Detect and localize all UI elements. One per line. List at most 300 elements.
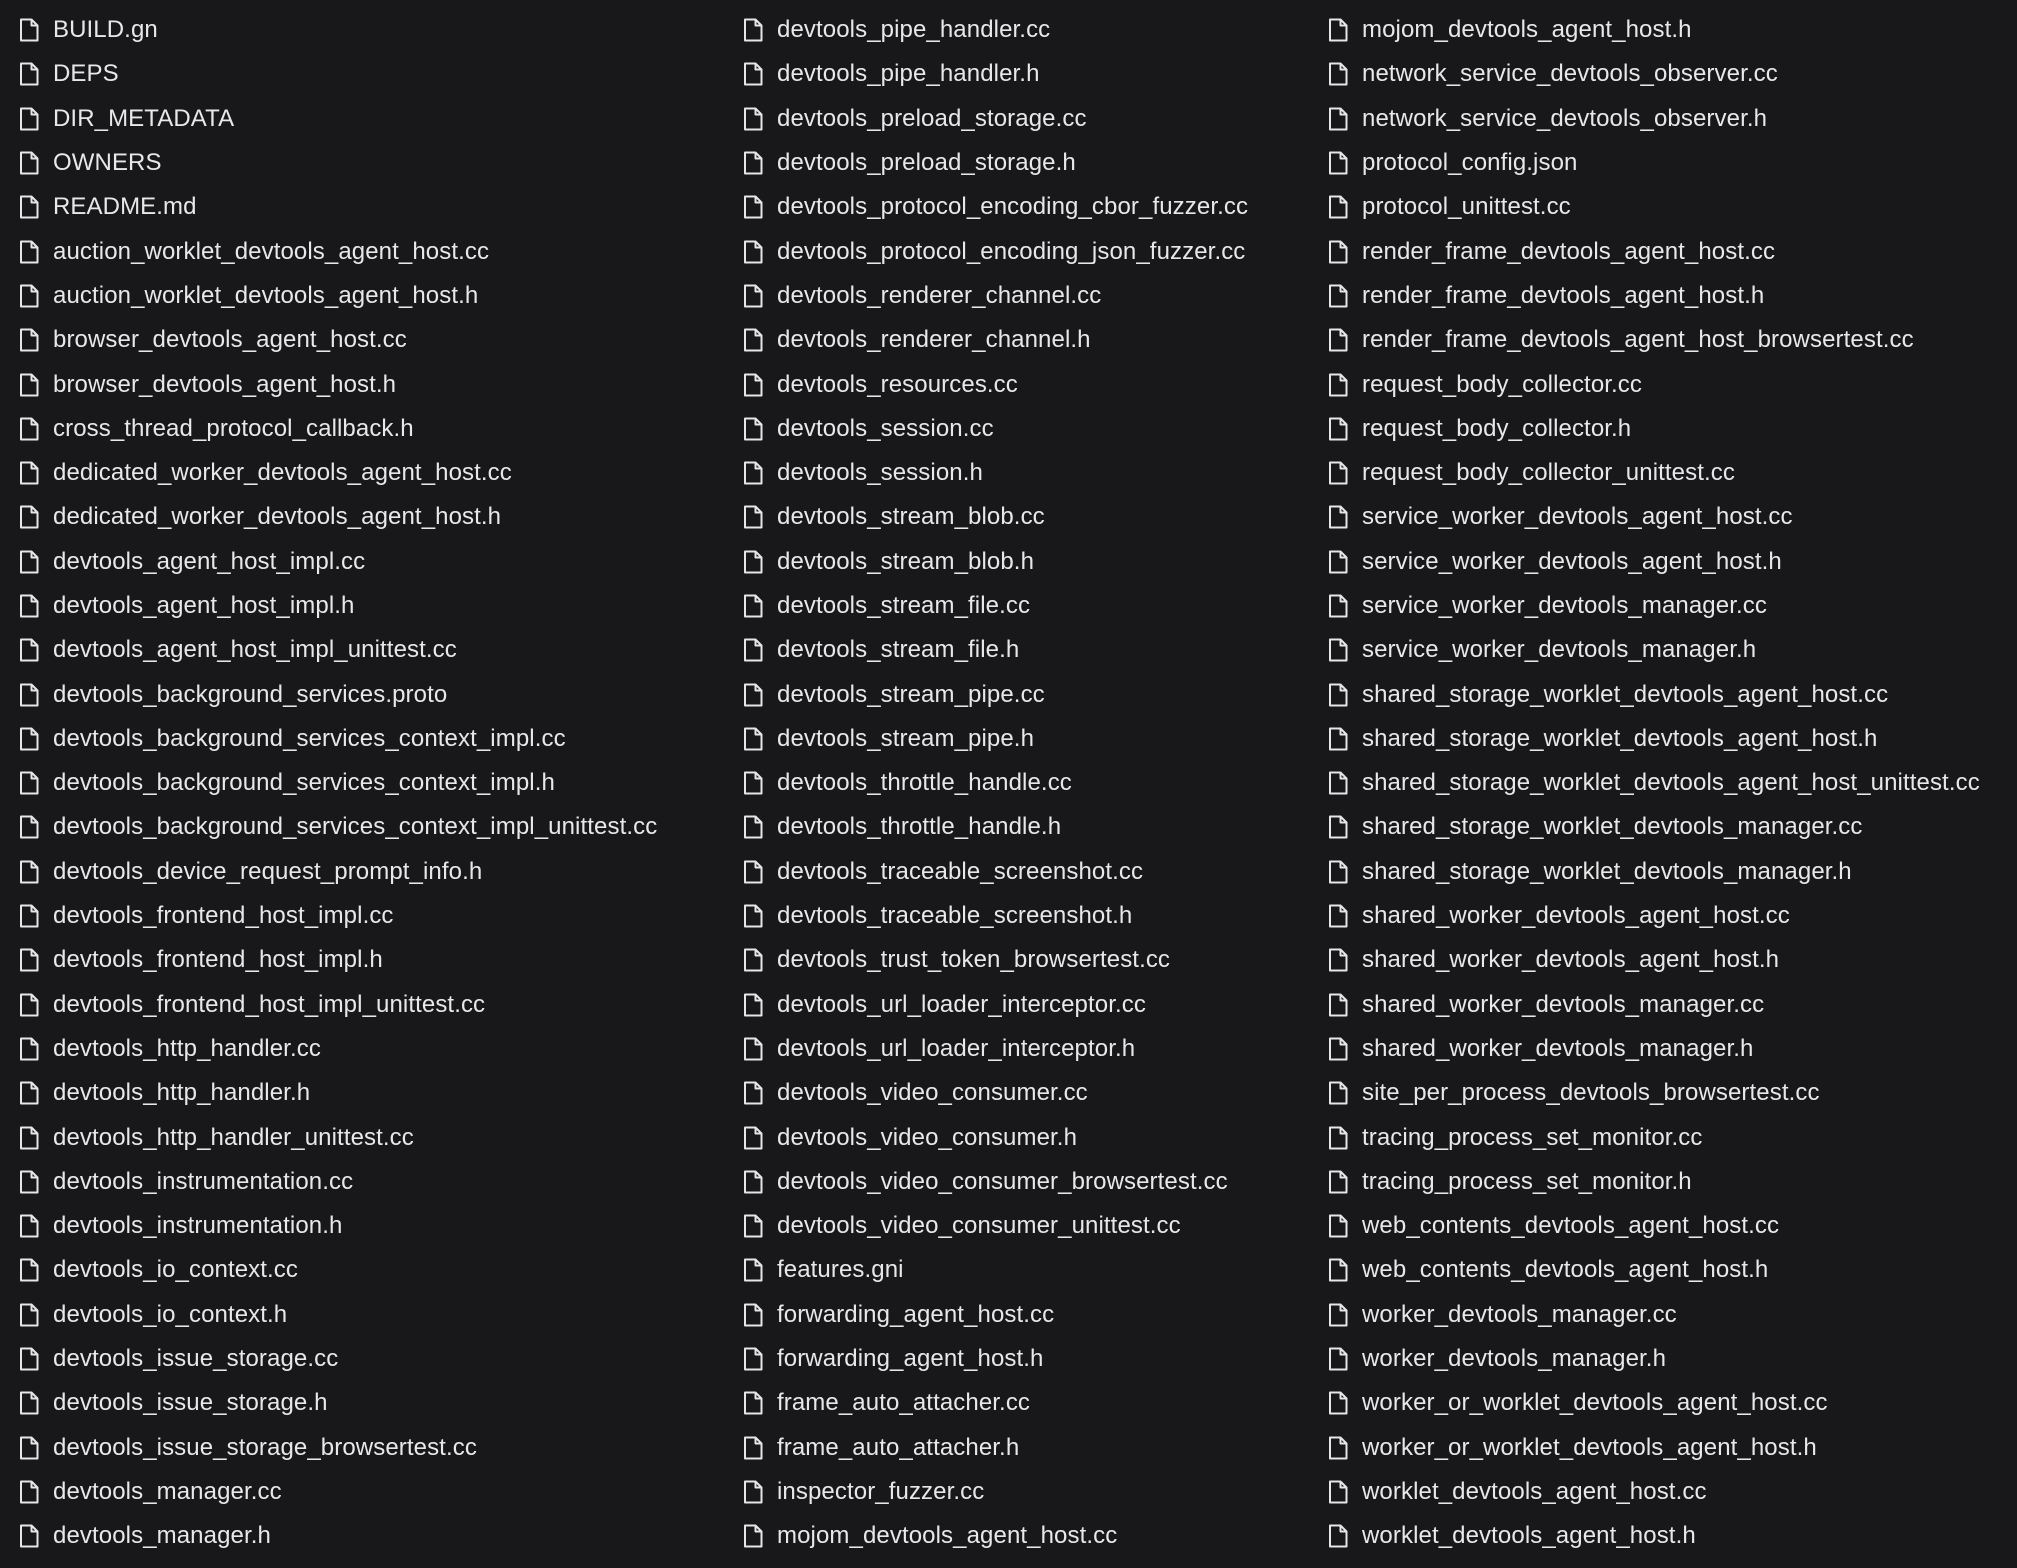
file-name-link[interactable]: devtools_http_handler.cc: [53, 1034, 321, 1062]
file-name-link[interactable]: devtools_url_loader_interceptor.h: [777, 1034, 1136, 1062]
file-icon: [742, 1169, 766, 1195]
file-item[interactable]: [1327, 1248, 1980, 1292]
file-item[interactable]: [742, 8, 1248, 52]
file-item[interactable]: [1327, 1027, 1980, 1071]
file-item[interactable]: [1327, 983, 1980, 1027]
file-name-link[interactable]: devtools_throttle_handle.cc: [777, 769, 1072, 797]
file-icon: [1327, 17, 1351, 43]
file-item[interactable]: [1327, 495, 1980, 539]
file-item[interactable]: [1327, 1381, 1980, 1425]
file-icon: [1327, 1080, 1351, 1106]
file-icon: [18, 549, 42, 575]
file-name-link[interactable]: devtools_pipe_handler.h: [777, 60, 1040, 88]
file-name-link[interactable]: inspector_fuzzer.cc: [777, 1477, 985, 1505]
file-icon: [18, 61, 42, 87]
file-name-link[interactable]: devtools_protocol_encoding_cbor_fuzzer.cc: [777, 193, 1249, 221]
file-icon: [742, 770, 766, 796]
file-item[interactable]: [18, 274, 657, 318]
file-name-link[interactable]: render_frame_devtools_agent_host.h: [1362, 281, 1765, 309]
file-item[interactable]: [18, 850, 657, 894]
file-name-link[interactable]: devtools_protocol_encoding_json_fuzzer.cc: [777, 237, 1246, 265]
file-icon: [18, 859, 42, 885]
file-icon: [18, 150, 42, 176]
file-name-link[interactable]: devtools_session.cc: [777, 414, 994, 442]
file-item[interactable]: [1327, 229, 1980, 273]
file-icon: [18, 460, 42, 486]
file-name-link[interactable]: render_frame_devtools_agent_host_browsertest.cc: [1362, 326, 1914, 354]
file-name-link[interactable]: devtools_traceable_screenshot.cc: [777, 857, 1144, 885]
file-name-link[interactable]: devtools_preload_storage.cc: [777, 104, 1087, 132]
file-name-link[interactable]: DEPS: [53, 60, 119, 88]
file-name-link[interactable]: devtools_stream_file.cc: [777, 592, 1031, 619]
file-icon: [18, 1302, 42, 1328]
file-name-link[interactable]: dedicated_worker_devtools_agent_host.h: [53, 503, 502, 531]
file-item[interactable]: [18, 1470, 657, 1514]
file-name-link[interactable]: shared_worker_devtools_manager.h: [1362, 1034, 1754, 1062]
file-item[interactable]: [18, 141, 657, 185]
file-item[interactable]: [18, 717, 657, 761]
file-item[interactable]: [1327, 1337, 1980, 1381]
file-icon: [742, 1523, 766, 1549]
file-item[interactable]: [742, 1027, 1248, 1071]
file-icon: [742, 416, 766, 442]
file-item[interactable]: [18, 1027, 657, 1071]
file-icon: [1327, 1213, 1351, 1239]
file-icon: [18, 903, 42, 929]
file-item[interactable]: [18, 185, 657, 229]
file-item[interactable]: [18, 451, 657, 495]
file-icon: [742, 106, 766, 132]
file-item[interactable]: [18, 495, 657, 539]
file-icon: [742, 682, 766, 708]
file-item[interactable]: [18, 407, 657, 451]
file-icon: [1327, 1302, 1351, 1328]
file-name-link[interactable]: auction_worklet_devtools_agent_host.h: [53, 281, 479, 309]
file-name-link[interactable]: shared_storage_worklet_devtools_agent_host.h: [1362, 724, 1878, 752]
file-name-link[interactable]: devtools_issue_storage.cc: [53, 1345, 339, 1373]
file-icon: [18, 593, 42, 619]
file-name-link[interactable]: devtools_instrumentation.h: [53, 1212, 343, 1240]
file-item[interactable]: [1327, 318, 1980, 362]
file-item[interactable]: [742, 805, 1248, 849]
file-name-link[interactable]: frame_auto_attacher.cc: [777, 1389, 1031, 1417]
file-name-link[interactable]: devtools_stream_blob.h: [777, 547, 1035, 575]
file-item[interactable]: [18, 362, 657, 406]
file-icon: [742, 150, 766, 176]
file-name-link[interactable]: protocol_config.json: [1362, 149, 1578, 177]
file-item[interactable]: [1327, 628, 1980, 672]
file-icon: [742, 549, 766, 575]
file-column-1: [18, 8, 657, 1558]
file-icon: [1327, 1479, 1351, 1505]
file-name-link[interactable]: request_body_collector.cc: [1362, 370, 1642, 398]
file-item[interactable]: [742, 1204, 1248, 1248]
file-icon: [18, 1346, 42, 1372]
file-item[interactable]: [742, 1293, 1248, 1337]
file-item[interactable]: [742, 672, 1248, 716]
file-item[interactable]: [742, 717, 1248, 761]
file-name-link[interactable]: devtools_issue_storage_browsertest.cc: [53, 1433, 477, 1461]
file-item[interactable]: [18, 1293, 657, 1337]
file-item[interactable]: [1327, 407, 1980, 451]
file-icon: [18, 947, 42, 973]
file-item[interactable]: [742, 451, 1248, 495]
file-name-link[interactable]: render_frame_devtools_agent_host.cc: [1362, 237, 1776, 265]
file-icon: [742, 726, 766, 752]
file-item[interactable]: [18, 628, 657, 672]
file-name-link[interactable]: devtools_manager.cc: [53, 1477, 282, 1505]
file-name-link[interactable]: devtools_frontend_host_impl_unittest.cc: [53, 990, 486, 1018]
file-icon: [742, 1302, 766, 1328]
file-name-link[interactable]: tracing_process_set_monitor.h: [1362, 1167, 1692, 1195]
file-name-link[interactable]: mojom_devtools_agent_host.h: [1362, 16, 1692, 44]
file-item[interactable]: [18, 805, 657, 849]
file-icon: [742, 1479, 766, 1505]
file-icon: [18, 327, 42, 353]
file-icon: [1327, 1523, 1351, 1549]
file-name-link[interactable]: shared_storage_worklet_devtools_manager.cc: [1362, 813, 1863, 841]
file-item[interactable]: [1327, 1115, 1980, 1159]
file-name-link[interactable]: devtools_pipe_handler.cc: [777, 16, 1051, 44]
file-item[interactable]: [742, 1381, 1248, 1425]
file-icon: [1327, 239, 1351, 265]
file-name-link[interactable]: devtools_preload_storage.h: [777, 149, 1076, 177]
file-name-link[interactable]: devtools_resources.cc: [777, 370, 1018, 398]
file-name-link[interactable]: devtools_renderer_channel.cc: [777, 281, 1102, 309]
file-icon: [742, 504, 766, 530]
file-icon: [742, 327, 766, 353]
file-icon: [1327, 283, 1351, 309]
file-icon: [18, 504, 42, 530]
file-item[interactable]: [742, 274, 1248, 318]
file-name-link[interactable]: worklet_devtools_agent_host.cc: [1362, 1477, 1707, 1505]
file-column-2: [742, 8, 1248, 1558]
file-name-link[interactable]: forwarding_agent_host.cc: [777, 1300, 1055, 1328]
file-icon: [1327, 416, 1351, 442]
file-item[interactable]: [18, 1115, 657, 1159]
file-item[interactable]: [1327, 805, 1980, 849]
file-item[interactable]: [18, 584, 657, 628]
file-item[interactable]: [1327, 451, 1980, 495]
file-icon: [18, 1080, 42, 1106]
file-name-link[interactable]: mojom_devtools_agent_host.cc: [777, 1522, 1118, 1550]
file-item[interactable]: [18, 318, 657, 362]
file-item[interactable]: [18, 938, 657, 982]
file-name-link[interactable]: devtools_agent_host_impl.cc: [53, 547, 366, 575]
file-icon: [18, 1479, 42, 1505]
file-name-link[interactable]: network_service_devtools_observer.cc: [1362, 60, 1778, 88]
file-icon: [18, 17, 42, 43]
file-icon: [1327, 770, 1351, 796]
file-item[interactable]: [18, 1248, 657, 1292]
file-icon: [742, 637, 766, 663]
file-item[interactable]: [742, 1426, 1248, 1470]
file-name-link[interactable]: devtools_manager.h: [53, 1522, 271, 1550]
file-item[interactable]: [1327, 141, 1980, 185]
file-item[interactable]: [18, 1514, 657, 1558]
file-name-link[interactable]: devtools_stream_file.h: [777, 636, 1020, 664]
file-name-link[interactable]: shared_storage_worklet_devtools_manager.h: [1362, 857, 1852, 885]
file-icon: [742, 1125, 766, 1151]
file-name-link[interactable]: devtools_stream_pipe.cc: [777, 680, 1045, 708]
file-item[interactable]: [1327, 672, 1980, 716]
file-name-link[interactable]: worker_or_worklet_devtools_agent_host.h: [1362, 1433, 1817, 1461]
file-icon: [18, 1257, 42, 1283]
file-icon: [1327, 194, 1351, 220]
file-name-link[interactable]: devtools_agent_host_impl.h: [53, 592, 355, 619]
file-icon: [742, 1346, 766, 1372]
file-icon: [18, 1213, 42, 1239]
file-item[interactable]: [742, 229, 1248, 273]
file-item[interactable]: [742, 850, 1248, 894]
file-name-link[interactable]: devtools_frontend_host_impl.h: [53, 946, 383, 974]
file-name-link[interactable]: worklet_devtools_agent_host.h: [1362, 1522, 1696, 1550]
file-icon: [18, 1169, 42, 1195]
file-icon: [742, 903, 766, 929]
file-item[interactable]: [1327, 850, 1980, 894]
file-item[interactable]: [742, 185, 1248, 229]
file-icon: [742, 17, 766, 43]
file-icon: [742, 239, 766, 265]
file-name-link[interactable]: devtools_url_loader_interceptor.cc: [777, 990, 1146, 1018]
file-icon: [742, 1036, 766, 1062]
file-item[interactable]: [18, 97, 657, 141]
file-icon: [742, 859, 766, 885]
file-name-link[interactable]: site_per_process_devtools_browsertest.cc: [1362, 1079, 1820, 1107]
file-item[interactable]: [1327, 97, 1980, 141]
file-icon: [742, 1257, 766, 1283]
file-icon: [1327, 106, 1351, 132]
file-name-link[interactable]: BUILD.gn: [53, 16, 158, 44]
file-icon: [18, 1435, 42, 1461]
file-name-link[interactable]: devtools_trust_token_browsertest.cc: [777, 946, 1171, 974]
file-item[interactable]: [1327, 1293, 1980, 1337]
file-name-link[interactable]: devtools_http_handler_unittest.cc: [53, 1123, 414, 1151]
file-name-link[interactable]: service_worker_devtools_agent_host.h: [1362, 547, 1782, 575]
file-name-link[interactable]: worker_devtools_manager.h: [1362, 1345, 1667, 1373]
file-icon: [1327, 903, 1351, 929]
file-item[interactable]: [18, 1426, 657, 1470]
file-name-link[interactable]: devtools_video_consumer_unittest.cc: [777, 1212, 1181, 1240]
file-name-link[interactable]: browser_devtools_agent_host.h: [53, 370, 397, 398]
file-icon: [18, 1523, 42, 1549]
file-item[interactable]: [1327, 8, 1980, 52]
file-name-link[interactable]: cross_thread_protocol_callback.h: [53, 414, 414, 442]
file-icon: [1327, 1257, 1351, 1283]
file-name-link[interactable]: devtools_instrumentation.cc: [53, 1167, 354, 1195]
file-name-link[interactable]: devtools_io_context.h: [53, 1300, 288, 1328]
file-item[interactable]: [18, 983, 657, 1027]
file-icon: [742, 1213, 766, 1239]
file-name-link[interactable]: worker_or_worklet_devtools_agent_host.cc: [1362, 1389, 1828, 1417]
file-item[interactable]: [1327, 362, 1980, 406]
file-item[interactable]: [1327, 584, 1980, 628]
file-item[interactable]: [18, 1160, 657, 1204]
file-column-3: [1327, 8, 1980, 1558]
file-item[interactable]: [1327, 274, 1980, 318]
file-item[interactable]: [742, 97, 1248, 141]
file-name-link[interactable]: web_contents_devtools_agent_host.cc: [1362, 1212, 1780, 1240]
file-item[interactable]: [742, 1337, 1248, 1381]
file-icon: [1327, 1390, 1351, 1416]
file-item[interactable]: [1327, 1514, 1980, 1558]
file-item[interactable]: [18, 1381, 657, 1425]
file-name-link[interactable]: devtools_background_services_context_impl.cc: [53, 724, 566, 752]
file-icon: [18, 682, 42, 708]
file-item[interactable]: [742, 362, 1248, 406]
file-name-link[interactable]: devtools_frontend_host_impl.cc: [53, 902, 394, 930]
file-name-link[interactable]: OWNERS: [53, 149, 162, 177]
file-icon: [742, 1080, 766, 1106]
file-item[interactable]: [742, 318, 1248, 362]
file-name-link[interactable]: service_worker_devtools_agent_host.cc: [1362, 503, 1793, 531]
file-item[interactable]: [742, 1115, 1248, 1159]
file-name-link[interactable]: devtools_throttle_handle.h: [777, 813, 1062, 841]
file-item[interactable]: [742, 1160, 1248, 1204]
file-icon: [742, 947, 766, 973]
file-icon: [742, 372, 766, 398]
file-item[interactable]: [1327, 1160, 1980, 1204]
file-name-link[interactable]: request_body_collector.h: [1362, 414, 1632, 442]
file-item[interactable]: [1327, 894, 1980, 938]
file-icon: [1327, 814, 1351, 840]
file-item[interactable]: [1327, 1470, 1980, 1514]
file-icon: [18, 637, 42, 663]
file-item[interactable]: [18, 1071, 657, 1115]
file-name-link[interactable]: devtools_stream_pipe.h: [777, 724, 1035, 752]
file-item[interactable]: [742, 141, 1248, 185]
file-item[interactable]: [18, 8, 657, 52]
file-icon: [18, 372, 42, 398]
file-item[interactable]: [1327, 761, 1980, 805]
file-icon: [742, 992, 766, 1018]
file-item[interactable]: [18, 1337, 657, 1381]
file-item[interactable]: [18, 761, 657, 805]
file-name-link[interactable]: devtools_stream_blob.cc: [777, 503, 1045, 531]
file-item[interactable]: [742, 1514, 1248, 1558]
file-name-link[interactable]: devtools_background_services_context_impl.h: [53, 769, 555, 797]
file-name-link[interactable]: devtools_traceable_screenshot.h: [777, 902, 1133, 930]
file-name-link[interactable]: devtools_agent_host_impl_unittest.cc: [53, 636, 457, 664]
file-item[interactable]: [742, 983, 1248, 1027]
file-icon: [18, 416, 42, 442]
file-item[interactable]: [1327, 185, 1980, 229]
file-item[interactable]: [742, 1470, 1248, 1514]
file-icon: [1327, 61, 1351, 87]
file-name-link[interactable]: shared_worker_devtools_agent_host.cc: [1362, 902, 1790, 930]
file-icon: [18, 106, 42, 132]
file-name-link[interactable]: dedicated_worker_devtools_agent_host.cc: [53, 459, 512, 487]
file-name-link[interactable]: devtools_http_handler.h: [53, 1079, 311, 1107]
file-item[interactable]: [742, 938, 1248, 982]
file-icon: [18, 814, 42, 840]
file-name-link[interactable]: worker_devtools_manager.cc: [1362, 1300, 1677, 1328]
file-item[interactable]: [18, 672, 657, 716]
file-name-link[interactable]: request_body_collector_unittest.cc: [1362, 459, 1735, 487]
file-name-link[interactable]: shared_storage_worklet_devtools_agent_host.cc: [1362, 680, 1889, 708]
file-icon: [1327, 859, 1351, 885]
file-name-link[interactable]: DIR_METADATA: [53, 104, 235, 132]
file-item[interactable]: [1327, 52, 1980, 96]
file-name-link[interactable]: auction_worklet_devtools_agent_host.cc: [53, 237, 490, 265]
file-icon: [1327, 150, 1351, 176]
file-item[interactable]: [742, 1248, 1248, 1292]
file-name-link[interactable]: service_worker_devtools_manager.cc: [1362, 592, 1767, 619]
file-name-link[interactable]: browser_devtools_agent_host.cc: [53, 326, 407, 354]
file-icon: [18, 239, 42, 265]
file-item[interactable]: [1327, 1426, 1980, 1470]
file-item[interactable]: [742, 407, 1248, 451]
file-item[interactable]: [1327, 540, 1980, 584]
file-name-link[interactable]: shared_worker_devtools_agent_host.h: [1362, 946, 1780, 974]
file-icon: [18, 770, 42, 796]
file-item[interactable]: [742, 894, 1248, 938]
file-name-link[interactable]: devtools_device_request_prompt_info.h: [53, 857, 483, 885]
file-icon: [1327, 637, 1351, 663]
file-item[interactable]: [742, 540, 1248, 584]
file-item[interactable]: [18, 540, 657, 584]
file-item[interactable]: [742, 495, 1248, 539]
file-item[interactable]: [1327, 1204, 1980, 1248]
file-name-link[interactable]: devtools_background_services_context_impl_unittest.cc: [53, 813, 658, 841]
file-item[interactable]: [1327, 1071, 1980, 1115]
file-name-link[interactable]: frame_auto_attacher.h: [777, 1433, 1020, 1461]
file-name-link[interactable]: devtools_io_context.cc: [53, 1256, 299, 1284]
file-name-link[interactable]: devtools_issue_storage.h: [53, 1389, 328, 1417]
file-name-link[interactable]: devtools_background_services.proto: [53, 680, 448, 708]
file-icon: [18, 992, 42, 1018]
file-item[interactable]: [1327, 938, 1980, 982]
file-name-link[interactable]: network_service_devtools_observer.h: [1362, 104, 1768, 132]
file-icon: [1327, 1125, 1351, 1151]
file-name-link[interactable]: forwarding_agent_host.h: [777, 1345, 1044, 1373]
file-item[interactable]: [742, 1071, 1248, 1115]
file-icon: [18, 1125, 42, 1151]
file-icon: [1327, 1346, 1351, 1372]
file-name-link[interactable]: devtools_renderer_channel.h: [777, 326, 1091, 354]
file-name-link[interactable]: README.md: [53, 193, 197, 221]
file-item[interactable]: [742, 52, 1248, 96]
file-icon: [1327, 372, 1351, 398]
file-icon: [1327, 1435, 1351, 1461]
file-name-link[interactable]: tracing_process_set_monitor.cc: [1362, 1123, 1703, 1151]
file-name-link[interactable]: features.gni: [777, 1256, 904, 1284]
file-name-link[interactable]: shared_storage_worklet_devtools_agent_host_unittest.cc: [1362, 769, 1980, 797]
file-icon: [742, 283, 766, 309]
file-item[interactable]: [18, 229, 657, 273]
file-icon: [742, 194, 766, 220]
file-name-link[interactable]: protocol_unittest.cc: [1362, 193, 1571, 221]
file-item[interactable]: [742, 628, 1248, 672]
file-icon: [18, 726, 42, 752]
file-name-link[interactable]: devtools_video_consumer.h: [777, 1123, 1078, 1151]
file-name-link[interactable]: shared_worker_devtools_manager.cc: [1362, 990, 1765, 1018]
file-item[interactable]: [18, 52, 657, 96]
file-name-link[interactable]: devtools_session.h: [777, 459, 983, 487]
file-icon: [742, 61, 766, 87]
file-item[interactable]: [742, 761, 1248, 805]
file-item[interactable]: [1327, 717, 1980, 761]
file-name-link[interactable]: devtools_video_consumer_browsertest.cc: [777, 1167, 1228, 1195]
file-item[interactable]: [18, 894, 657, 938]
file-name-link[interactable]: devtools_video_consumer.cc: [777, 1079, 1088, 1107]
file-name-link[interactable]: web_contents_devtools_agent_host.h: [1362, 1256, 1769, 1284]
file-item[interactable]: [742, 584, 1248, 628]
file-icon: [18, 283, 42, 309]
file-name-link[interactable]: service_worker_devtools_manager.h: [1362, 636, 1757, 664]
file-icon: [18, 1390, 42, 1416]
file-item[interactable]: [18, 1204, 657, 1248]
